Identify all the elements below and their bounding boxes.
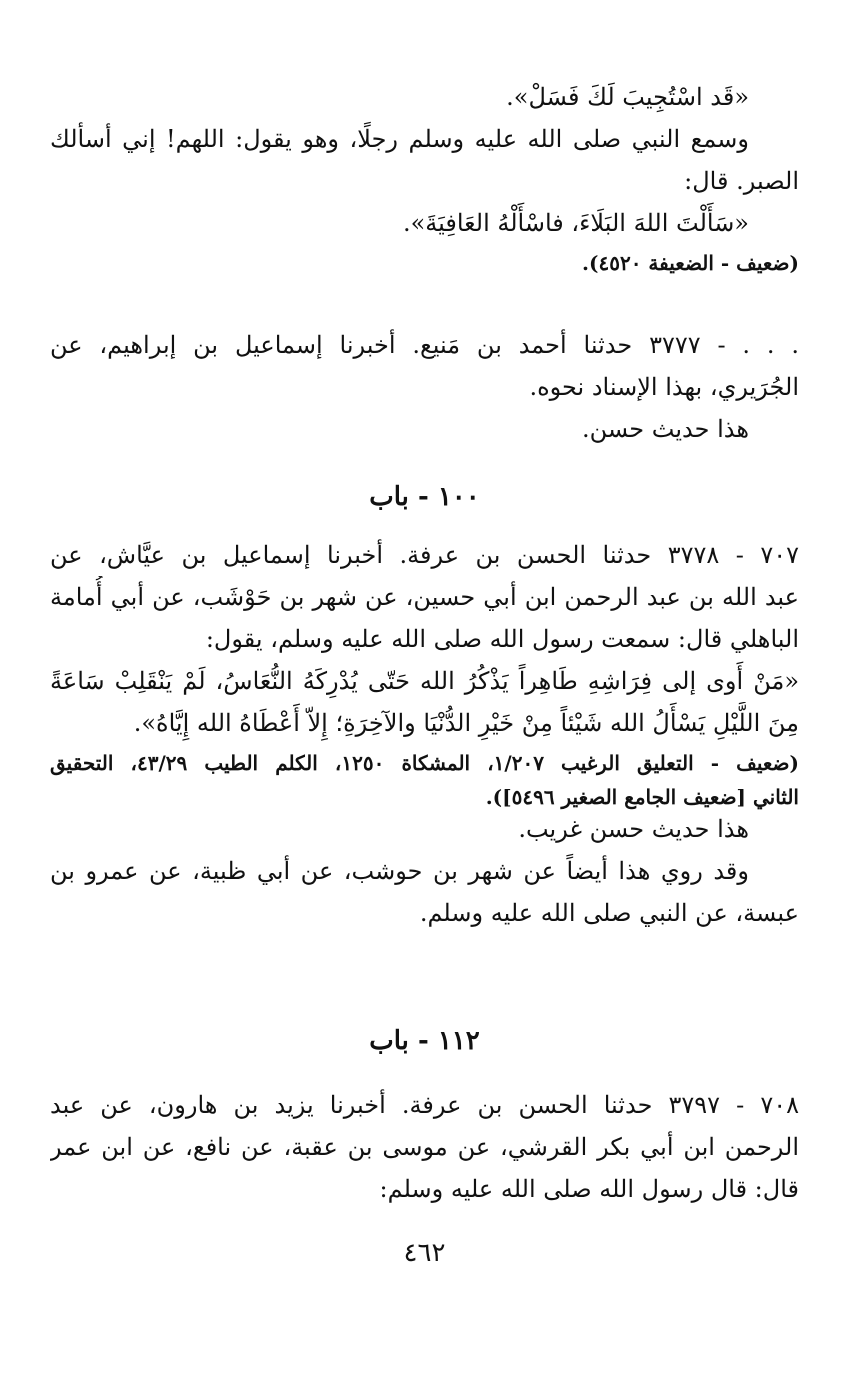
- quote-line: «سَأَلْتَ اللهَ البَلَاءَ، فاسْأَلْهُ العَافِيَةَ».: [402, 209, 749, 237]
- text-line: الباهلي قال: سمعت رسول الله صلى الله عليه وسلم، يقول:: [205, 625, 799, 653]
- hadith-707-block: [50, 534, 799, 934]
- chapter-heading-100: [50, 476, 799, 518]
- quote-line: «قَد اسْتُجِيبَ لَكَ فَسَلْ».: [506, 83, 749, 111]
- grading-note: الثاني [ضعيف الجامع الصغير ٥٤٩٦]).: [485, 785, 799, 809]
- quote-line: مِنَ اللَّيْلِ يَسْأَلُ الله شَيْئاً مِنْ خَيْرِ الدُّنْيَا والآخِرَةِ؛ إِلاّ أَعْطَاهُ الله إِيَّاهُ».: [133, 709, 799, 737]
- page-number: ٤٦٢: [403, 1238, 446, 1268]
- chapter-heading-112: [50, 1020, 799, 1062]
- text-line: عبسة، عن النبي صلى الله عليه وسلم.: [419, 899, 799, 927]
- text-line: قال: قال رسول الله صلى الله عليه وسلم:: [379, 1175, 799, 1203]
- verdict-line: هذا حديث حسن غريب.: [518, 815, 749, 843]
- text-line: الصبر. قال:: [684, 167, 799, 195]
- chapter-heading: ١١٢ - باب: [369, 1026, 480, 1056]
- page-number-block: [50, 1232, 799, 1274]
- text-line: الرحمن ابن أبي بكر القرشي، عن موسى بن عقبة، عن نافع، عن ابن عمر: [50, 1133, 799, 1161]
- text-line: عبد الله بن عبد الرحمن ابن أبي حسين، عن شهر بن حَوْشَب، عن أبي أُمامة: [50, 583, 799, 611]
- hadith-3777-block: [50, 324, 799, 450]
- text-line: ٧٠٧ - ٣٧٧٨ حدثنا الحسن بن عرفة. أخبرنا إسماعيل بن عيَّاش، عن: [50, 541, 799, 569]
- text-line: وقد روي هذا أيضاً عن شهر بن حوشب، عن أبي ظبية، عن عمرو بن: [50, 857, 749, 885]
- text-line: وسمع النبي صلى الله عليه وسلم رجلًا، وهو يقول: اللهم! إني أسألك: [50, 125, 749, 153]
- text-line: . . . - ٣٧٧٧ حدثنا أحمد بن مَنيع. أخبرنا إسماعيل بن إبراهيم، عن: [50, 331, 799, 359]
- hadith-708-block: [50, 1084, 799, 1210]
- hadith-ending-block: [50, 76, 799, 282]
- text-line: الجُرَيري، بهذا الإسناد نحوه.: [529, 373, 799, 401]
- chapter-heading: ١٠٠ - باب: [369, 482, 480, 512]
- quote-line: «مَنْ أَوى إلى فِرَاشِهِ طَاهِراً يَذْكُرُ الله حَتّى يُدْرِكَهُ النُّعَاسُ، لَمْ يَنْقَلِبْ سَاعَةً: [50, 667, 799, 695]
- text-line: ٧٠٨ - ٣٧٩٧ حدثنا الحسن بن عرفة. أخبرنا يزيد بن هارون، عن عبد: [50, 1091, 799, 1119]
- grading-note: (ضعيف - التعليق الرغيب ١/٢٠٧، المشكاة ١٢٥٠، الكلم الطيب ٤٣/٢٩، التحقيق: [50, 751, 799, 775]
- grading-note: (ضعيف - الضعيفة ٤٥٢٠).: [582, 251, 799, 275]
- verdict-line: هذا حديث حسن.: [581, 415, 749, 443]
